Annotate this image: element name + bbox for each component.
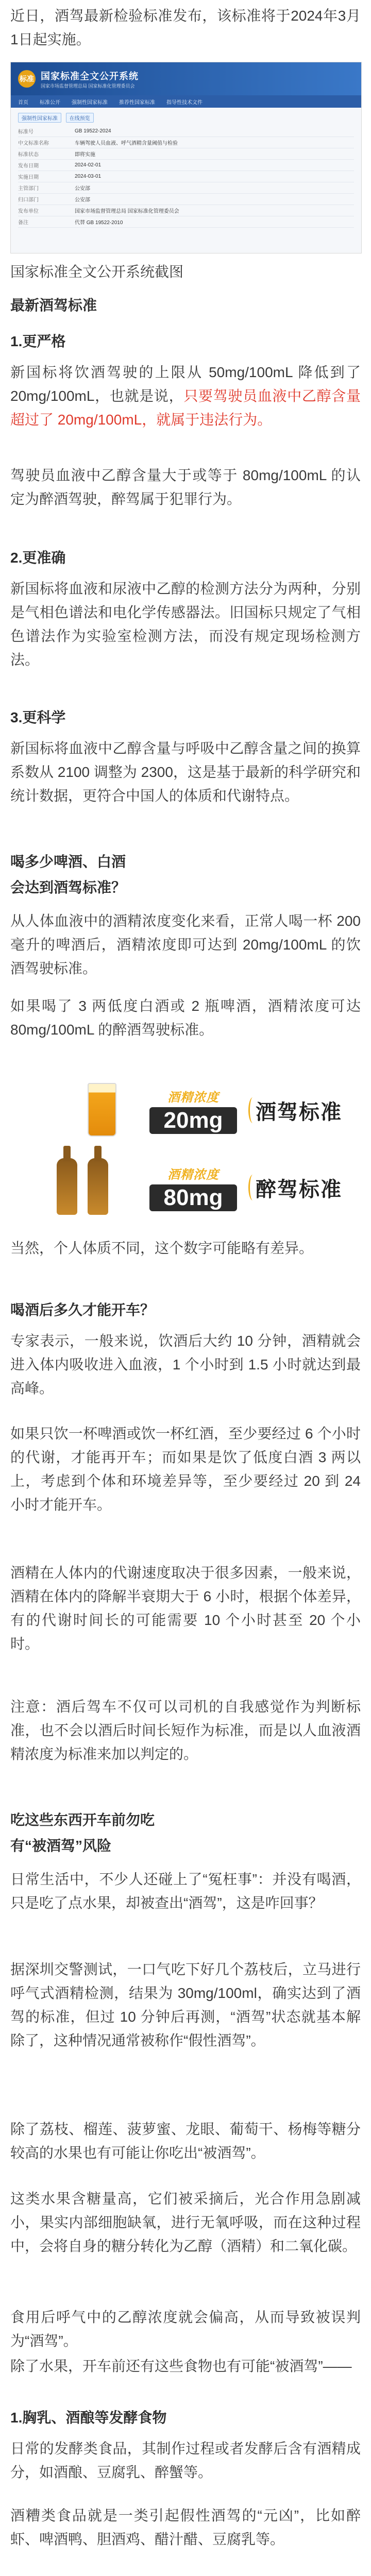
- info-row: [18, 205, 354, 216]
- question-foods: 吃这些东西开车前勿吃: [10, 1812, 155, 1828]
- info-value: 公安部: [75, 197, 90, 203]
- screenshot-header: [11, 62, 361, 95]
- info-value: 车辆驾驶人员血液、呼气酒精含量阈值与检验: [75, 141, 178, 146]
- paragraph-individual-difference: 当然，个人体质不同，这个数字可能略有差异。: [10, 1240, 314, 1256]
- info-key: 中文标准名称: [18, 141, 49, 146]
- info-value: 2024-02-01: [75, 162, 102, 168]
- paragraph-wronged: 日常生活中，不少人还碰上了“冤枉事”：并没有喝酒，只是吃了点水果，却被查出“酒驾”，这是咋回事？: [10, 1871, 361, 1911]
- verdict-panel: [252, 1164, 345, 1211]
- standard-type-badge: 强制性国家标准: [18, 113, 61, 123]
- paragraph-misjudged: 食用后呼气中的乙醇浓度就会偏高，从而导致被误判为“酒驾”。: [10, 2309, 361, 2349]
- paragraph-sugar: 这类水果含糖量高，它们被采摘后，光合作用急剧减小，果实内部细胞缺氧，进行无氧呼吸，而在这种过程中，会将自身的糖分转化为乙醇（酒精）和二氧化碳。: [10, 2191, 361, 2254]
- info-value: GB 19522-2024: [75, 128, 111, 134]
- section-title: 最新酒驾标准: [10, 297, 97, 313]
- info-key: 备注: [18, 220, 28, 226]
- beer-row-drunk-driving: [10, 1149, 361, 1221]
- info-key: 实施日期: [18, 175, 39, 180]
- nav-item[interactable]: 推荐性国家标准: [119, 99, 155, 106]
- info-value: 即将实施: [75, 152, 95, 158]
- screenshot-body: [11, 108, 361, 233]
- paragraph-distillers-grains: 酒糟类食品就是一类引起假性酒驾的“元凶”，比如醉虾、啤酒鸭、胆酒鸡、醋汁醋、豆腐乳等。: [10, 2507, 361, 2547]
- question-how-long: 喝酒后多久才能开车？: [10, 1302, 155, 1318]
- paragraph-fermented: 日常的发酵类食品，其制作过程或者发酵后含有酒精成分，如酒酿、豆腐乳、醉蟹等。: [10, 2441, 361, 2480]
- verdict-label: 酒驾标准: [256, 1100, 342, 1124]
- beer-row-drink-driving: [10, 1072, 361, 1144]
- question-how-much-2: 会达到酒驾标准？: [10, 879, 126, 895]
- concentration-label: 酒精浓度: [167, 1091, 219, 1105]
- info-row: [18, 137, 354, 148]
- info-row: [18, 171, 354, 182]
- nav-item[interactable]: 指导性技术文件: [166, 99, 203, 106]
- info-key: 主管部门: [18, 186, 39, 192]
- nav-item[interactable]: 强制性国家标准: [72, 99, 108, 106]
- info-row: [18, 126, 354, 137]
- standards-logo-icon: 标准: [18, 70, 36, 88]
- info-value: 公安部: [75, 186, 90, 192]
- paragraph-fruits: 除了荔枝、榴莲、菠萝蜜、龙眼、葡萄干、杨梅等糖分较高的水果也有可能让你吃出“被酒驾”。: [10, 2121, 361, 2161]
- info-key: 归口部门: [18, 197, 39, 203]
- heading-accurate: 2.更准确: [10, 550, 66, 566]
- info-key: 标准号: [18, 129, 33, 135]
- limit-text: 新国标将饮酒驾驶的上限从 50mg/100mL 降低到了 20mg/100mL，也就是说，: [10, 364, 361, 404]
- info-value: 2024-03-01: [75, 174, 102, 179]
- screenshot-nav: [11, 95, 361, 108]
- info-key: 发布单位: [18, 209, 39, 214]
- paragraph-drunk-driving: 驾驶员血液中乙醇含量大于或等于 80mg/100mL 的认定为醉酒驾驶，醉驾属于犯罪行为。: [10, 467, 361, 507]
- limit-highlight: 只要驾驶员血液中乙醇含量超过了 20mg/100mL，就属于违法行为。: [10, 388, 361, 428]
- concentration-label: 酒精浓度: [167, 1168, 219, 1182]
- info-row: [18, 148, 354, 160]
- info-value: 国家市场监督管理总局 国家标准化管理委员会: [75, 209, 179, 214]
- preview-button[interactable]: 在线预览: [66, 113, 94, 123]
- beer-comparison-image: [10, 1072, 361, 1226]
- heading-stricter: 1.更严格: [10, 333, 66, 349]
- paragraph-note-blood: 注意：酒后驾车不仅可以司机的自我感觉作为判断标准，也不会以酒后时间长短作为标准，而是以人血液酒精浓度为标准来加以判定的。: [10, 1699, 361, 1762]
- info-row: [18, 216, 354, 228]
- paragraph-lychee-test: 据深圳交警测试，一口气吃下好几个荔枝后，立马进行呼气式酒精检测，结果为 30mg/100ml，确实达到了酒驾的标准，但过 10 分钟后再测，“酒驾”状态就基本解除了，这种情况通常被称作“假性酒驾”。: [10, 1961, 361, 2048]
- paragraph-metabolism: 酒精在人体内的代谢速度取决于很多因素，一般来说，酒精在体内的降解半衰期大于 6 小时，根据个体差异，有的代谢时间长的可能需要 10 个小时甚至 20 个小时。: [10, 1565, 361, 1652]
- beer-bottle-icon: [88, 1158, 108, 1215]
- verdict-label: 醉驾标准: [256, 1178, 342, 1201]
- question-how-much: 喝多少啤酒、白酒: [10, 854, 126, 870]
- heading-fermented: 1.胸乳、酒酿等发酵食物: [10, 2410, 167, 2426]
- paragraph-coefficient: 新国标将血液中乙醇含量与呼吸中乙醇含量之间的换算系数从 2100 调整为 2300，这是基于最新的科学研究和统计数据，更符合中国人的体质和代谢特点。: [10, 740, 361, 804]
- concentration-panel: [149, 1087, 237, 1133]
- info-value: 代替 GB 19522-2010: [75, 220, 123, 226]
- paragraph-beer-one-cup: 从人体血液中的酒精浓度变化来看，正常人喝一杯 200 毫升的啤酒后，酒精浓度即可达到 20mg/100mL 的饮酒驾驶标准。: [10, 913, 361, 976]
- paragraph-methods: 新国标将血液和尿液中乙醇的检测方法分为两种，分别是气相色谱法和电化学传感器法。旧国标只规定了气相色谱法作为实验室检测方法，而没有规定现场检测方法。: [10, 581, 361, 668]
- image-caption: 国家标准全文公开系统截图: [10, 264, 184, 280]
- concentration-panel: [149, 1164, 237, 1211]
- paragraph-absorption: 专家表示，一般来说，饮酒后大约 10 分钟，酒精就会进入体内吸收进入血液，1 个小时到 1.5 小时就达到最高峰。: [10, 1333, 361, 1396]
- concentration-value: 80mg: [149, 1184, 237, 1211]
- verdict-panel: [252, 1087, 345, 1133]
- info-row: [18, 182, 354, 194]
- question-foods-2: 有“被酒驾”风险: [10, 1838, 112, 1854]
- paragraph-other-foods: 除了水果，开车前还有这些食物也有可能“被酒驾”——: [10, 2358, 352, 2374]
- info-key: 标准状态: [18, 152, 39, 158]
- badge-row: [18, 113, 354, 123]
- beer-bottle-icon: [57, 1158, 77, 1215]
- info-row: [18, 194, 354, 205]
- nav-item[interactable]: 标准公开: [40, 99, 60, 106]
- beer-glass-icon: [88, 1083, 116, 1137]
- screenshot-subtitle: 国家市场监督管理总局 国家标准化管理委员会: [41, 83, 135, 89]
- info-row: [18, 160, 354, 171]
- paragraph-wait-time: 如果只饮一杯啤酒或饮一杯红酒，至少要经过 6 个小时的代谢，才能再开车；而如果是饮了低度白酒 3 两以上，考虑到个体和环境差异等，至少要经过 20 到 24 小时才能开车。: [10, 1426, 361, 1513]
- standards-system-screenshot: [10, 62, 362, 253]
- nav-item[interactable]: 首页: [18, 99, 28, 106]
- paragraph-liquor: 如果喝了 3 两低度白酒或 2 瓶啤酒，酒精浓度可达 80mg/100mL 的醉酒驾驶标准。: [10, 998, 361, 1038]
- concentration-value: 20mg: [149, 1107, 237, 1134]
- intro-paragraph: 近日，酒驾最新检验标准发布，该标准将于2024年3月1日起实施。: [10, 8, 361, 47]
- info-key: 发布日期: [18, 163, 39, 169]
- heading-scientific: 3.更科学: [10, 709, 66, 725]
- paragraph-limit: [10, 361, 361, 432]
- screenshot-title: 国家标准全文公开系统: [41, 71, 139, 81]
